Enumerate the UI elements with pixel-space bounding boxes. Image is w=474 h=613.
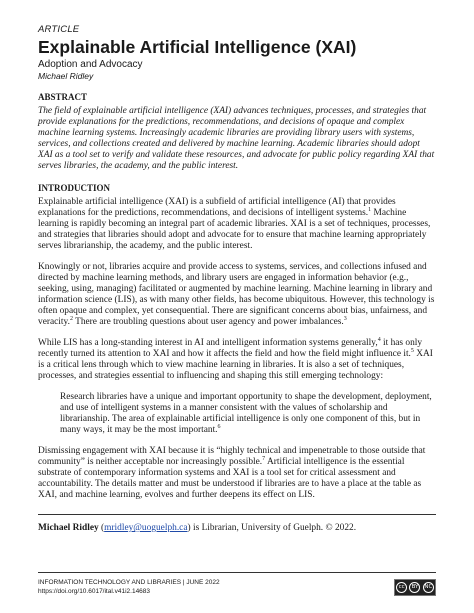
article-author: Michael Ridley — [38, 71, 94, 81]
intro-paragraph-3: While LIS has a long-standing interest in AI and intelligent information systems generally,$^4$ it has only recently turned its attention to XAI and how it affects the field and how the field might influence it.$^5$ XAI is a critical lens through which to view machine learning in libraries. It is also a set of techniques, processes, and strategies essential to influencing and shaping this still emerging technology: — [38, 337, 433, 381]
abstract-text: The field of explainable artificial intelligence (XAI) advances techniques, processes, and strategies that provide explanations for the predictions, recommendations, and decisions of opaque and complex machine learning systems. Increasingly academic libraries are providing library users with systems, services, and collections created and delivered by machine learning. Academic libraries should adopt XAI as a tool set to verify and validate these resources, and advocate for public policy regarding XAI that serves libraries, the academy, and the public interest. — [38, 106, 435, 171]
article-kicker: ARTICLE — [38, 24, 80, 35]
article-subtitle: Adoption and Advocacy — [38, 59, 143, 70]
footnote-ref[interactable]: 2 — [69, 316, 73, 322]
bio-divider — [38, 514, 436, 515]
footnote-ref[interactable]: 4 — [377, 337, 381, 343]
abstract-heading: ABSTRACT — [38, 92, 88, 102]
block-quote: Research libraries have a unique and important opportunity to shape the development, deployment, and use of intelligent systems in a manner consistent with the values of scholarship and librarianship. The area of explainable artificial intelligence is only one component of this, but in many ways, it may be the most important.$^6$ — [60, 392, 432, 435]
intro-paragraph-4: Dismissing engagement with XAI because it is “highly technical and impenetrable to those outside that community” is neither acceptable nor increasingly possible.$^7$ Artificial intelligence is the essential substrate of contemporary information systems and XAI is a tool set for critical assessment and accountability. The details matter and must be understood if libraries are to have a place at the table as XAI, and machine learning, evolves and further deepens its effect on LIS. — [38, 446, 426, 500]
cc-icon: cc — [396, 582, 407, 593]
intro-paragraph-1: Explainable artificial intelligence (XAI) is a subfield of artificial intelligence (AI) that provides explanations for the predictions, recommendations, and decisions of intelligent systems.$^1$ Machine learning is rapidly becoming an integral part of academic libraries. XAI is a set of techniques, processes, and strategies that libraries should adopt and advocate for to ensure that machine learning appropriately serves librarianship, the academy, and the public interest. — [38, 197, 431, 251]
by-icon: BY — [409, 582, 420, 593]
article-title: Explainable Artificial Intelligence (XAI) — [38, 37, 357, 57]
page-footer — [38, 572, 436, 596]
article-page — [38, 24, 436, 533]
footnote-ref[interactable]: 1 — [368, 207, 372, 213]
footnote-ref[interactable]: 5 — [410, 348, 414, 354]
footnote-ref[interactable]: 7 — [262, 456, 266, 462]
cc-license-badge[interactable] — [394, 579, 436, 596]
introduction-heading: INTRODUCTION — [38, 183, 111, 193]
bio-author-name: Michael Ridley — [38, 523, 99, 533]
footer-journal: INFORMATION TECHNOLOGY AND LIBRARIES | JUNE 2022 — [38, 579, 220, 586]
author-email-link[interactable]: mridley@uoguelph.ca — [104, 523, 188, 533]
footnote-ref[interactable]: 6 — [217, 424, 221, 430]
nc-icon: NC — [423, 582, 434, 593]
footnote-ref[interactable]: 3 — [343, 316, 347, 322]
footer-doi-link[interactable]: https://doi.org/10.6017/ital.v41i2.14683 — [38, 588, 151, 595]
author-bio: Michael Ridley (mridley@uoguelph.ca) is Librarian, University of Guelph. © 2022. — [38, 523, 357, 533]
intro-paragraph-2: Knowingly or not, libraries acquire and provide access to systems, services, and collections infused and directed by machine learning methods, and library users are engaged in information behavior (e.g., seeking, using, managing) facilitated or augmented by machine learning. Machine learning in library and information science (LIS), as with many other fields, has become ubiquitous. However, this technology is often opaque and complex, yet consequential. There are significant concerns about bias, unfairness, and veracity.$^2$ There are troubling questions about user agency and power imbalances.$^3$ — [38, 262, 435, 327]
